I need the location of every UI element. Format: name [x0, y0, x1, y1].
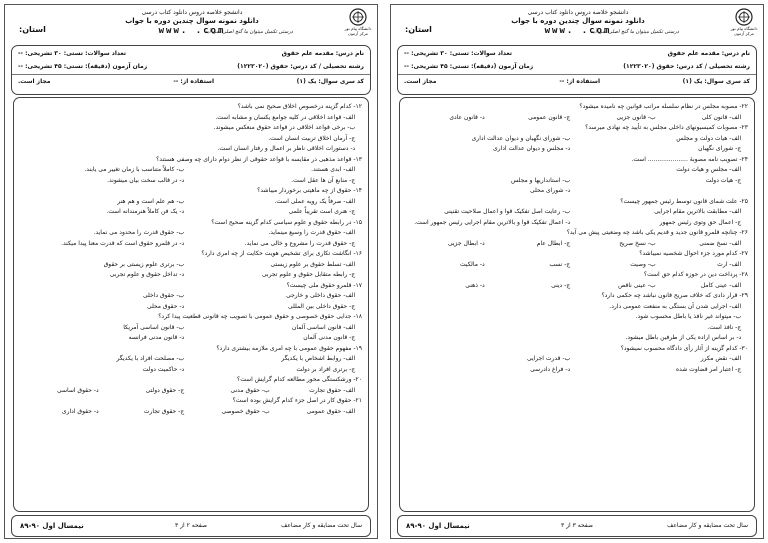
options-row: [20, 123, 362, 134]
answer-option: ج- ابطال عام: [536, 239, 571, 247]
answer-option: د- شورای محلی: [530, 187, 571, 194]
exam-info-box: [397, 45, 757, 95]
answer-option: ب- عینی ناقص: [618, 281, 656, 289]
answer-option: ب- کاملاً متناسب با زمان تغییر می یابند.: [84, 166, 185, 173]
series-code: کد سری سوال: یک (۱): [682, 78, 750, 85]
options-row: [406, 365, 748, 376]
answer-option: الف- اجرایی شدن آن بستگی به منفعت عمومی دارد.: [609, 302, 742, 310]
question-text: ۲۷- کدام مورد جزء احوال شخصیه نمیباشد؟: [639, 250, 748, 257]
question-text: ۱۲- کدام گزینه درخصوص اخلاق صحیح نمی باشد؟: [237, 103, 362, 110]
question-text: ۲۰- ورشکستگی محور مطالعه کدام گرایش است؟: [237, 376, 362, 383]
course-title: نام درس: مقدمه علم حقوق: [667, 50, 750, 57]
logo-text: دانشگاه پیام نور مرکز آزمون: [730, 26, 758, 36]
answer-option: ب- رعایت اصل تفکیک قوا و اعمال صلاحیت تقنینی: [444, 208, 571, 215]
options-row: [20, 165, 362, 176]
options-row: [20, 239, 362, 250]
answer-option: د- اعمال تفکیک قوا و بالاترین مقام اجرایی رئیس جمهور است.: [414, 218, 571, 226]
course-major: رشته تحصیلی / کد درس: حقوق (۱۲۲۳۰۲۰): [623, 63, 750, 70]
answer-option: ج- هیات دولت: [705, 176, 742, 184]
info-divider: [398, 74, 756, 75]
answer-option: د- مالکیت: [460, 260, 485, 268]
province-label: استان:: [405, 25, 432, 34]
options-row: [406, 218, 748, 229]
answer-option: الف- عینی کامل: [700, 281, 742, 289]
answer-option: د- فراغ دادرسی: [530, 365, 571, 373]
options-row: [406, 134, 748, 145]
footer-note: سال تحت مضایقه و کار مضاعف: [667, 522, 748, 529]
answer-option: ب- برخی قواعد اخلاقی در قواعد حقوق منعکس میشوند.: [213, 124, 356, 131]
answer-option: ب- برتری علوم زیستی بر حقوق: [103, 260, 185, 268]
options-row: [20, 144, 362, 155]
answer-option: ج- حقوق دولتی: [145, 386, 185, 394]
options-row: [20, 270, 362, 281]
answer-option: د- مجلس و دیوان عدالت اداری: [492, 145, 571, 152]
answer-option: ج- اعتبار امر قضاوت شده: [675, 365, 742, 373]
answer-option: ج- نسب: [549, 260, 571, 268]
answer-option: ج- قانون مدنی آلمان: [303, 334, 356, 341]
question-text: ۱۵- در رابطه حقوق و علوم سیاسی کدام گزینه صحیح است؟: [211, 218, 362, 226]
options-row: [406, 144, 748, 155]
answer-option: د- دستورات اخلاقی ناظر بر اعمال و رفتار انسان است.: [217, 145, 356, 152]
answer-option: ج- قانون عمومی: [528, 113, 571, 121]
logo-text: دانشگاه پیام نور مرکز آزمون: [344, 26, 372, 36]
answer-option: ج- دینی: [551, 281, 571, 289]
answer-option: د- ابطال جزیی: [447, 239, 485, 247]
term-label: نیمسال اول ۹۰-۸۹: [20, 522, 84, 530]
page-footer: [11, 515, 371, 537]
answer-option: الف- حقوق تجارت: [309, 386, 356, 394]
page-number: صفحه ۳ از ۳: [561, 522, 593, 529]
question-text: ۱۷- قلمرو حقوق ملی چیست؟: [286, 281, 362, 289]
answer-option: ج- حقوق داخلی بین المللی: [287, 302, 356, 310]
question-text: ۲۲- مصوبه مجلس در نظام سلسله مراتب قوانین چه نامیده میشود؟: [579, 103, 748, 110]
term-label: نیمسال اول ۹۰-۸۹: [406, 522, 470, 530]
header-line-1: دانشجو خلاصه دروس دانلود کتاب درسی: [527, 9, 629, 16]
options-row: [20, 134, 362, 145]
answer-option: د- حقوق اساسی: [56, 386, 99, 394]
answer-option: الف- صرفاً یک رویه عملی است.: [274, 197, 356, 205]
course-title: نام درس: مقدمه علم حقوق: [281, 50, 364, 57]
page-number: صفحه ۲ از ۳: [175, 522, 207, 529]
answer-option: الف- روابط اشخاص با یکدیگر: [281, 355, 356, 362]
answer-option: ب- قدرت اجرایی: [526, 355, 571, 362]
question-text: ۲۵- علت شمای قانون توسط رئیس جمهور چیست؟: [620, 197, 748, 205]
usage-label: استفاده از: --: [559, 78, 600, 85]
header-website: www. .com: [158, 26, 226, 36]
options-row: [20, 197, 362, 208]
answer-option: الف- حقوق عمومی: [306, 407, 356, 415]
options-row: [406, 165, 748, 176]
allowed-label: مجاز است.: [404, 78, 437, 85]
answer-option: ب- استانداریها و مجلس: [511, 176, 571, 184]
answer-option: ب- حقوق خصوصی: [221, 407, 270, 415]
header-center: [483, 9, 679, 37]
questions-list: [406, 102, 748, 375]
answer-option: ب- حقوق قدرت را محدود می نماید.: [93, 229, 185, 236]
answer-option: ب- مصلحت افراد با یکدیگر: [116, 355, 185, 362]
answer-option: الف- قواعد اخلاقی در کلیه جوامع یکسان و مشابه است.: [215, 113, 356, 121]
question-text: ۳۰- کدام گزینه از آثار رأی دادگاه محسوب نمیشود؟: [620, 344, 748, 352]
answer-option: الف- قانون اساسی آلمان: [291, 323, 356, 331]
question-count: تعداد سوالات: تستی: ۳۰ تشریحی: --: [404, 50, 513, 57]
info-divider: [12, 74, 370, 75]
options-row: [406, 113, 748, 124]
options-row: [406, 302, 748, 313]
header-center: [97, 9, 293, 37]
province-label: استان:: [19, 25, 46, 34]
answer-option: د- قانون مدنی فرانسه: [128, 334, 185, 341]
page-footer: [397, 515, 757, 537]
options-row: [20, 354, 362, 365]
question-count: تعداد سوالات: تستی: ۳۰ تشریحی: --: [18, 50, 127, 57]
header-line-2: دانلود نمونه سوال چندین دوره با جواب: [511, 17, 645, 25]
question-text: ۱۴- حقوق از چه ماهیتی برخوردار میباشد؟: [257, 187, 362, 194]
questions-box: [399, 97, 755, 512]
question-text: ۲۱- حقوق کار در اصل جزء کدام گرایش بوده است؟: [232, 397, 362, 404]
answer-option: د- یک فن کاملاً هنرمندانه است.: [106, 208, 185, 215]
exam-time: زمان آزمون (دقیقه): تستی: ۴۵ تشریحی: --: [404, 63, 534, 70]
question-text: ۱۳- قواعد مذهبی در مقایسه با قواعد حقوقی از نظر دوام دارای چه وصفی هستند؟: [156, 155, 362, 163]
options-row: [20, 207, 362, 218]
question-text: ۱۹- مفهوم حقوق عمومی با چه امری ملازمه بیشتری دارد؟: [216, 344, 362, 352]
answer-option: ب- حقوق داخلی: [143, 292, 185, 299]
options-row: [406, 239, 748, 250]
answer-option: الف- مجلس و هیات دولت: [676, 166, 742, 173]
answer-option: الف- مطابقت بالاترین مقام اجرایی: [654, 208, 742, 215]
questions-box: [13, 97, 369, 512]
header-line-1: دانشجو خلاصه دروس دانلود کتاب درسی: [141, 9, 243, 16]
answer-option: ب- نسخ صریح: [619, 239, 656, 247]
answer-option: ج- هنری است تقریباً علمی: [288, 208, 356, 215]
answer-option: ج- آرمان اخلاق تربیت انسان است.: [268, 134, 356, 142]
answer-option: د- تداخل حقوق و علوم تجربی: [109, 271, 185, 278]
question-text: ۱۸- جدایی حقوق خصوصی و حقوق عمومی با تصویب چه قانونی قطعیت پیدا کرد؟: [158, 313, 362, 320]
options-row: [406, 281, 748, 292]
options-row: [406, 176, 748, 187]
options-row: [20, 113, 362, 124]
options-row: [20, 365, 362, 376]
answer-option: الف- نسخ ضمنی: [699, 239, 742, 247]
question-text: ۱۶- انگاشت تکاری برای تشخیص هویت حکایت از چه امری دارد؟: [201, 250, 362, 257]
question-text: ۲۸- پرداخت دین در حوزه کدام حق است؟: [643, 271, 748, 278]
usage-label: استفاده از: --: [173, 78, 214, 85]
answer-option: ج- حقوق تجارت: [143, 407, 185, 415]
questions-list: [20, 102, 362, 417]
answer-option: ب- شورای نگهبان و دیوان عدالت اداری: [471, 134, 571, 142]
options-row: [406, 186, 748, 197]
answer-option: ب- حقوق مدنی: [230, 386, 270, 394]
answer-option: ج- حقوق قدرت را مشروع و خالی می نماید.: [244, 239, 356, 247]
answer-option: الف- ابدی هستند.: [311, 166, 356, 173]
answer-option: ب- هم علم است و هم هنر: [117, 197, 185, 205]
answer-option: ب- قانون جزیی: [616, 113, 656, 121]
options-row: [406, 333, 748, 344]
answer-option: ج- برتری افراد بر دولت: [296, 365, 356, 373]
answer-option: د- ذهنی: [465, 281, 485, 289]
header-line-2: دانلود نمونه سوال چندین دوره با جواب: [125, 17, 259, 25]
options-row: [20, 386, 362, 397]
answer-option: ج- اعمال حق وتوی رئیس جمهور: [659, 218, 742, 226]
answer-option: د- حاکمیت دولت: [142, 365, 185, 373]
answer-option: د- حقوق اداری: [61, 407, 99, 415]
university-logo: [343, 8, 373, 38]
options-row: [20, 407, 362, 418]
page-header: [5, 5, 377, 43]
answer-option: ج- رابطه متقابل حقوق و علوم تجربی: [261, 271, 356, 278]
options-row: [20, 302, 362, 313]
header-website: www. .com: [544, 26, 612, 36]
answer-option: الف- حقوق قدرت را وسیع مینماید.: [268, 229, 356, 236]
exam-page-2: [4, 4, 378, 539]
answer-option: الف- هیات دولت و مجلس: [676, 134, 742, 142]
university-logo: [729, 8, 759, 38]
options-row: [20, 323, 362, 334]
exam-time: زمان آزمون (دقیقه): تستی: ۴۵ تشریحی: --: [18, 63, 148, 70]
question-text: ۲۴- تصویب نامه مصوبهٔ ..................... است.: [631, 155, 748, 163]
answer-option: ج- شورای نگهبان: [698, 145, 742, 152]
answer-option: د- بر اساس اراده یکی از طرفین باطل میشود.: [625, 334, 742, 341]
answer-option: ج- منابع آن ها عقل است.: [291, 176, 356, 184]
answer-option: د- حقوق محلی: [146, 302, 185, 310]
answer-option: د- قانون عادی: [449, 113, 485, 121]
question-text: ۲۳- مصوبات کمیسیونهای داخلی مجلس به تأیید چه نهادی میرسد؟: [585, 124, 748, 131]
header-tagline: درستی تکمیل میتوان ما گنج اصلی نمی آید: [591, 29, 679, 35]
footer-note: سال تحت مضایقه و کار مضاعف: [281, 522, 362, 529]
options-row: [20, 291, 362, 302]
answer-option: ج- نافذ است.: [707, 323, 742, 331]
answer-option: ب- وصیت: [630, 260, 656, 268]
exam-page-3: [390, 4, 764, 539]
answer-option: ب- قانون اساسی آمریکا: [123, 323, 185, 331]
answer-option: الف- تسلط حقوق بر علوم زیستی: [270, 260, 356, 268]
options-row: [406, 312, 748, 323]
page-header: [391, 5, 763, 43]
answer-option: د- در قلمرو حقوق است که قدرت معنا پیدا میکند.: [61, 239, 185, 247]
options-row: [20, 176, 362, 187]
allowed-label: مجاز است.: [18, 78, 51, 85]
answer-option: الف- حقوق داخلی و خارجی: [286, 292, 356, 299]
options-row: [20, 228, 362, 239]
options-row: [406, 207, 748, 218]
answer-option: الف- قانون کلی: [701, 113, 742, 121]
options-row: [406, 260, 748, 271]
series-code: کد سری سوال: یک (۱): [296, 78, 364, 85]
options-row: [406, 354, 748, 365]
question-text: ۲۶- چنانچه قلمرو قانون جدید و قدیم یکی باشد چه وضعیتی پیش می آید؟: [566, 229, 748, 236]
options-row: [20, 260, 362, 271]
question-text: ۲۹- قرار دادی که خلاف صریح قانون نباشد چه حکمی دارد؟: [601, 292, 748, 299]
options-row: [20, 333, 362, 344]
answer-option: الف- نقض مکرر: [700, 355, 742, 362]
exam-info-box: [11, 45, 371, 95]
options-row: [406, 323, 748, 334]
course-major: رشته تحصیلی / کد درس: حقوق (۱۲۲۳۰۲۰): [237, 63, 364, 70]
answer-option: الف- ارث: [717, 260, 742, 268]
answer-option: ب- میتواند غیر نافذ یا باطل محسوب شود.: [635, 313, 742, 320]
answer-option: د- در قالب سخت بیان میشوند.: [107, 176, 185, 184]
header-tagline: درستی تکمیل میتوان ما گنج اصلی نمی آید: [205, 29, 293, 35]
